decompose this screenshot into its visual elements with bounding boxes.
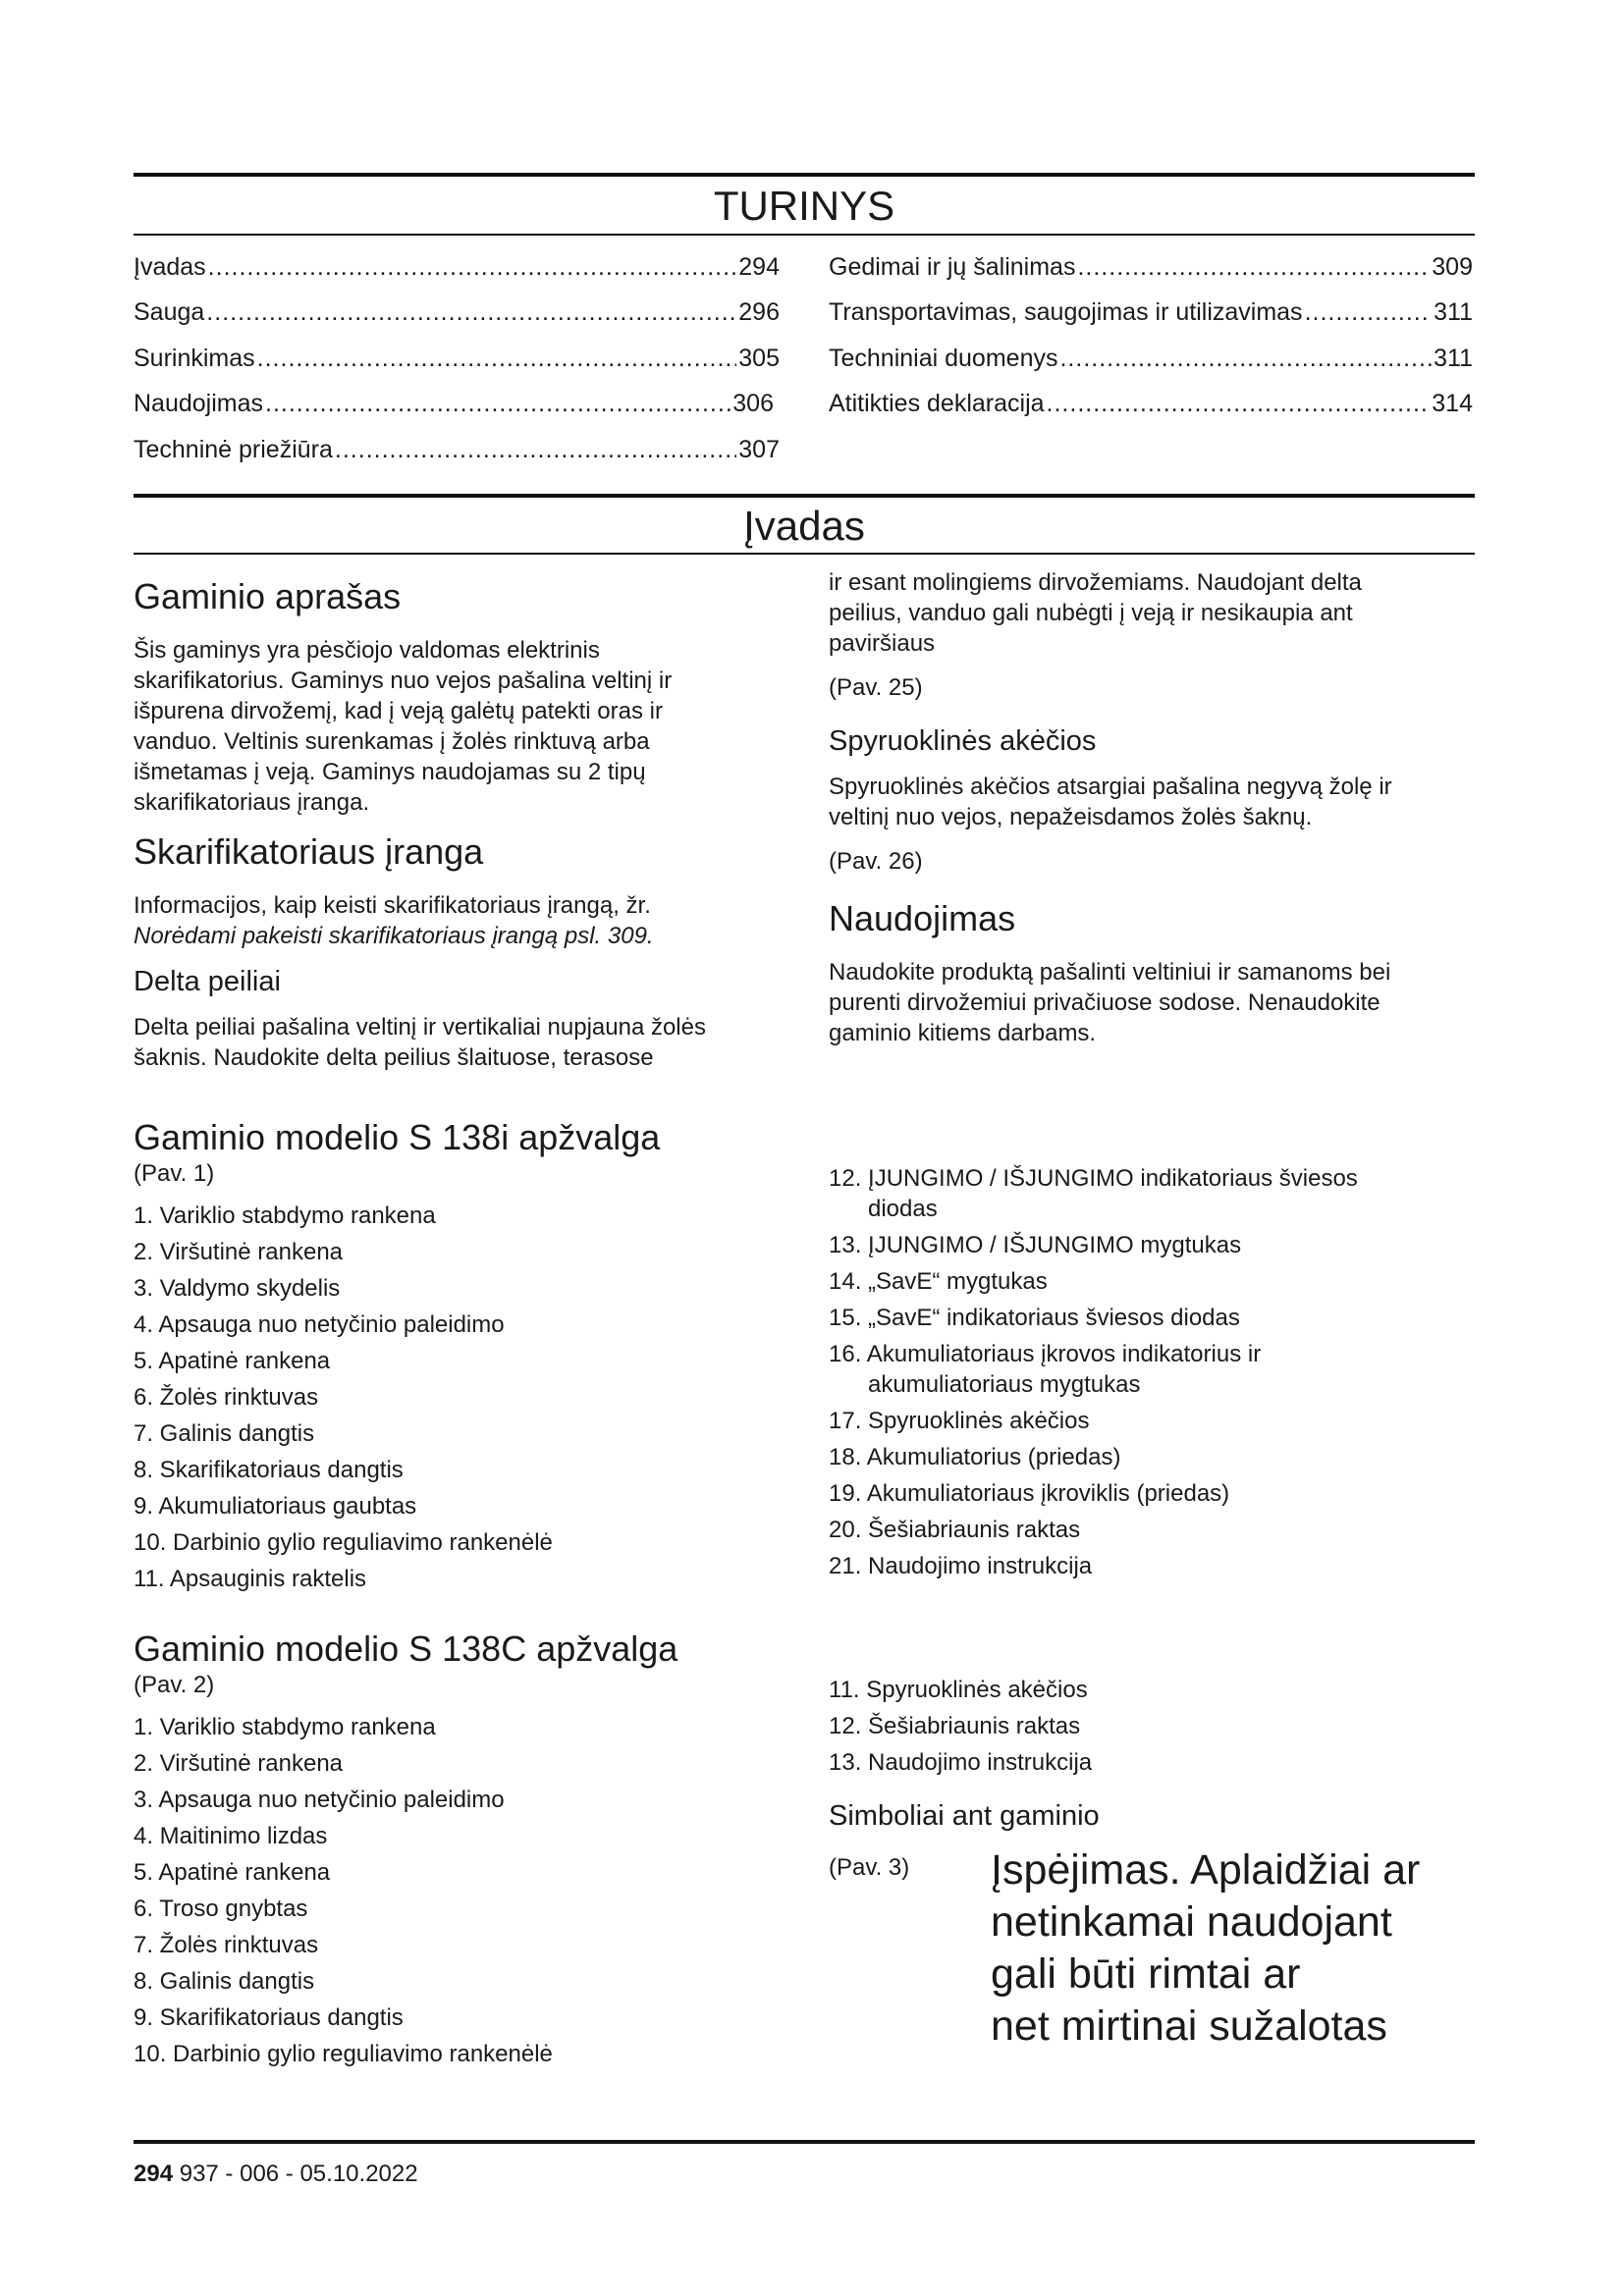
list-item: 9. Skarifikatoriaus dangtis xyxy=(134,2004,404,2031)
toc-entry-page: 305 xyxy=(738,345,780,372)
list-item: 1. Variklio stabdymo rankena xyxy=(134,1714,436,1740)
equipment-heading: Skarifikatoriaus įranga xyxy=(134,831,484,872)
list-item: 10. Darbinio gylio reguliavimo rankenėlė xyxy=(134,1529,553,1556)
list-item: 17. Spyruoklinės akėčios xyxy=(829,1408,1090,1434)
s138c-figure-ref: (Pav. 2) xyxy=(134,1672,215,1698)
list-item: 3. Apsauga nuo netyčinio paleidimo xyxy=(134,1787,505,1813)
toc-top-rule xyxy=(134,173,1475,177)
s138i-left xyxy=(134,1117,801,1600)
page-footer xyxy=(134,2160,418,2189)
symbols-row xyxy=(829,1846,1467,2050)
toc-entry-label: Transportavimas, saugojimas ir utilizavimas xyxy=(829,298,1303,326)
list-item: 20. Šešiabriaunis raktas xyxy=(829,1517,1081,1543)
toc-entry[interactable] xyxy=(134,435,780,464)
toc-entry[interactable] xyxy=(829,297,1473,327)
warning-text xyxy=(991,1844,1462,2053)
toc-title: TURINYS xyxy=(713,183,895,229)
s138i-heading: Gaminio modelio S 138i apžvalga xyxy=(134,1117,661,1157)
toc-entry[interactable] xyxy=(829,252,1473,282)
list-item: 12. ĮJUNGIMO / IŠJUNGIMO indikatoriaus šviesos diodas xyxy=(829,1165,1358,1222)
delta-heading: Delta peiliai xyxy=(134,966,281,997)
equipment-text-body: Informacijos, kaip keisti skarifikatoriaus įrangą, žr. xyxy=(134,892,651,919)
use-text: Naudokite produktą pašalinti veltiniui ir samanoms bei purenti dirvožemiui privačiuose sodose. Nenaudokite gaminio kitiems darbams. xyxy=(829,959,1391,1046)
list-item: 14. „SavE“ mygtukas xyxy=(829,1268,1048,1295)
spring-heading: Spyruoklinės akėčios xyxy=(829,725,1097,757)
toc-entry-page: 311 xyxy=(1434,345,1473,372)
toc-entry[interactable] xyxy=(134,297,780,327)
list-item: 21. Naudojimo instrukcija xyxy=(829,1553,1093,1579)
spring-figure-ref: (Pav. 26) xyxy=(829,848,923,875)
toc-entry-page: 309 xyxy=(1432,253,1473,281)
list-item: 18. Akumuliatorius (priedas) xyxy=(829,1444,1121,1470)
list-item: 16. Akumuliatoriaus įkrovos indikatorius ir akumuliatoriaus mygtukas xyxy=(829,1341,1262,1398)
s138i-right xyxy=(829,1163,1467,1587)
toc-entry-label: Atitikties deklaracija xyxy=(829,390,1045,417)
toc-bottom-rule xyxy=(134,234,1475,236)
equipment-link[interactable]: Norėdami pakeisti skarifikatoriaus įrangą psl. 309. xyxy=(134,923,654,949)
s138c-left xyxy=(134,1629,801,2075)
list-item: 13. ĮJUNGIMO / IŠJUNGIMO mygtukas xyxy=(829,1232,1242,1258)
intro-left-column xyxy=(134,576,782,1087)
list-item: 4. Apsauga nuo netyčinio paleidimo xyxy=(134,1311,505,1338)
list-item: 11. Apsauginis raktelis xyxy=(134,1566,367,1592)
list-item: 5. Apatinė rankena xyxy=(134,1348,331,1374)
section-title: Įvadas xyxy=(743,503,865,549)
s138i-parts-list xyxy=(134,1201,801,1594)
s138i-figure-ref: (Pav. 1) xyxy=(134,1160,215,1187)
section-bottom-rule xyxy=(134,553,1475,555)
symbols-heading: Simboliai ant gaminio xyxy=(829,1800,1100,1832)
toc-entry-page: 294 xyxy=(738,253,780,281)
list-item: 13. Naudojimo instrukcija xyxy=(829,1749,1093,1776)
list-item: 2. Viršutinė rankena xyxy=(134,1750,344,1777)
toc-entry-page: 307 xyxy=(738,436,780,463)
toc-entry-label: Naudojimas xyxy=(134,390,264,417)
list-item: 8. Skarifikatoriaus dangtis xyxy=(134,1457,404,1483)
toc-entry[interactable] xyxy=(134,389,774,418)
toc-entry-page: 296 xyxy=(738,298,780,326)
s138c-heading: Gaminio modelio S 138C apžvalga xyxy=(134,1629,678,1669)
toc-entry[interactable] xyxy=(829,344,1473,373)
intro-right-column xyxy=(829,567,1467,1062)
toc-entry[interactable] xyxy=(829,389,1473,418)
toc-entry-page: 311 xyxy=(1434,298,1473,326)
product-description-heading: Gaminio aprašas xyxy=(134,576,402,616)
list-item: 4. Maitinimo lizdas xyxy=(134,1823,328,1849)
toc-entry-label: Surinkimas xyxy=(134,345,255,372)
footer-rule xyxy=(134,2140,1475,2144)
list-item: 6. Žolės rinktuvas xyxy=(134,1384,319,1411)
list-item: 3. Valdymo skydelis xyxy=(134,1275,341,1302)
warning-line: gali būti rimtai ar xyxy=(991,1950,1301,1998)
toc-entry-label: Techninė priežiūra xyxy=(134,436,333,463)
list-item: 12. Šešiabriaunis raktas xyxy=(829,1713,1081,1739)
toc-entry-page: 314 xyxy=(1432,390,1473,417)
list-item: 15. „SavE“ indikatoriaus šviesos diodas xyxy=(829,1305,1240,1331)
delta-text: Delta peiliai pašalina veltinį ir vertikaliai nupjauna žolės šaknis. Naudokite delta peilius šlaituose, terasose xyxy=(134,1014,706,1071)
list-item: 11. Spyruoklinės akėčios xyxy=(829,1677,1088,1703)
list-item: 6. Troso gnybtas xyxy=(134,1896,308,1922)
section-top-rule xyxy=(134,494,1475,498)
list-item: 1. Variklio stabdymo rankena xyxy=(134,1202,436,1229)
list-item: 5. Apatinė rankena xyxy=(134,1859,331,1886)
spring-text: Spyruoklinės akėčios atsargiai pašalina negyvą žolę ir veltinį nuo vejos, nepažeisdamos žolės šaknų. xyxy=(829,774,1392,830)
warning-line: net mirtinai sužalotas xyxy=(991,2002,1387,2050)
s138c-parts-list-continued xyxy=(829,1675,1467,1778)
toc-entry[interactable] xyxy=(134,252,780,282)
delta-figure-ref: (Pav. 25) xyxy=(829,674,923,701)
s138i-parts-list-continued xyxy=(829,1163,1467,1581)
list-item: 10. Darbinio gylio reguliavimo rankenėlė xyxy=(134,2041,553,2067)
list-item: 19. Akumuliatoriaus įkroviklis (priedas) xyxy=(829,1480,1230,1507)
delta-text-continued: ir esant molingiems dirvožemiams. Naudojant delta peilius, vanduo gali nubėgti į veją ir nesikaupia ant paviršiaus xyxy=(829,569,1362,657)
s138c-right xyxy=(829,1675,1467,2049)
warning-line: netinkamai naudojant xyxy=(991,1898,1392,1946)
toc-entry-label: Techniniai duomenys xyxy=(829,345,1058,372)
toc-entry-label: Sauga xyxy=(134,298,205,326)
warning-line: Įspėjimas. Aplaidžiai ar xyxy=(991,1846,1421,1894)
list-item: 7. Žolės rinktuvas xyxy=(134,1932,319,1958)
toc-entry-label: Gedimai ir jų šalinimas xyxy=(829,253,1076,281)
document-code: 937 - 006 - 05.10.2022 xyxy=(179,2161,418,2187)
product-description-text: Šis gaminys yra pėsčiojo valdomas elektrinis skarifikatorius. Gaminys nuo vejos pašalina veltinį ir išpurena dirvožemį, kad į veją galėtų patekti oras ir vanduo. Veltinis surenkamas į žolės rinktuvą arba išmetamas į veją. Gaminys naudojamas su 2 tipų skarifikatoriaus įranga. xyxy=(134,637,673,816)
symbols-figure-ref: (Pav. 3) xyxy=(829,1854,910,1881)
list-item: 9. Akumuliatoriaus gaubtas xyxy=(134,1493,417,1520)
toc-entry[interactable] xyxy=(134,344,780,373)
list-item: 8. Galinis dangtis xyxy=(134,1968,315,1995)
list-item: 2. Viršutinė rankena xyxy=(134,1239,344,1265)
equipment-text xyxy=(134,890,782,951)
toc-entry-label: Įvadas xyxy=(134,253,206,281)
page-number: 294 xyxy=(134,2161,174,2187)
list-item: 7. Galinis dangtis xyxy=(134,1420,315,1447)
toc-entry-page: 306 xyxy=(732,390,774,417)
s138c-parts-list xyxy=(134,1712,801,2069)
use-heading: Naudojimas xyxy=(829,898,1016,938)
